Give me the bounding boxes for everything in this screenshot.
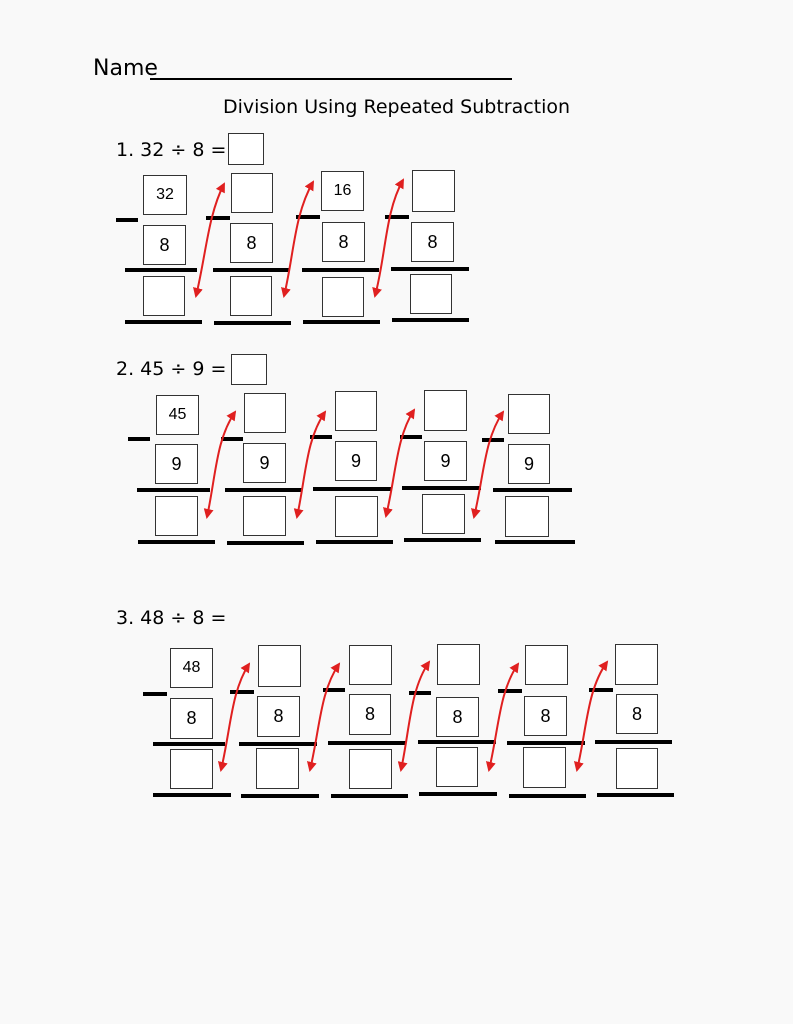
difference-box[interactable] bbox=[155, 496, 198, 536]
difference-box[interactable] bbox=[422, 494, 465, 534]
arrow bbox=[297, 412, 325, 517]
arrow bbox=[310, 664, 339, 770]
divisor-box: 8 bbox=[616, 694, 658, 734]
subtraction-line bbox=[302, 268, 379, 272]
difference-box[interactable] bbox=[616, 748, 658, 789]
divisor-box: 9 bbox=[155, 444, 198, 484]
divisor-box: 9 bbox=[508, 444, 550, 484]
answer-line bbox=[241, 794, 319, 798]
divisor-box: 8 bbox=[170, 698, 213, 739]
subtraction-line bbox=[328, 741, 406, 745]
page-title: Division Using Repeated Subtraction bbox=[222, 96, 571, 118]
arrow bbox=[401, 662, 429, 770]
divisor-box: 9 bbox=[243, 443, 286, 483]
divisor-box: 8 bbox=[349, 694, 391, 735]
carry-box[interactable] bbox=[525, 645, 568, 685]
minus-sign bbox=[310, 435, 332, 439]
minus-sign bbox=[116, 218, 138, 222]
difference-box[interactable] bbox=[243, 496, 286, 536]
difference-box[interactable] bbox=[170, 749, 213, 789]
name-field[interactable] bbox=[150, 78, 512, 80]
answer-line bbox=[597, 793, 674, 797]
name-label: Name bbox=[93, 56, 158, 81]
carry-box[interactable] bbox=[424, 390, 467, 431]
minus-sign bbox=[143, 692, 167, 696]
arrow bbox=[284, 182, 313, 296]
answer-line bbox=[153, 793, 231, 797]
carry-box[interactable] bbox=[258, 645, 301, 687]
divisor-box: 8 bbox=[411, 222, 454, 262]
subtraction-line bbox=[313, 487, 391, 491]
subtraction-line bbox=[402, 486, 481, 490]
difference-box[interactable] bbox=[143, 276, 185, 316]
start-value-box: 45 bbox=[156, 395, 199, 435]
divisor-box: 9 bbox=[335, 441, 377, 481]
carry-box[interactable] bbox=[412, 170, 455, 212]
subtraction-line bbox=[493, 488, 572, 492]
subtraction-line bbox=[418, 740, 496, 744]
divisor-box: 8 bbox=[257, 696, 300, 737]
arrow bbox=[221, 664, 249, 770]
answer-line bbox=[392, 318, 469, 322]
minus-sign bbox=[230, 690, 254, 694]
answer-line bbox=[214, 321, 291, 325]
subtraction-line bbox=[153, 742, 225, 746]
carry-box[interactable] bbox=[615, 644, 658, 685]
divisor-box: 9 bbox=[424, 441, 467, 481]
arrow bbox=[489, 664, 518, 770]
divisor-box: 8 bbox=[143, 225, 186, 265]
minus-sign bbox=[482, 438, 504, 442]
arrow bbox=[474, 412, 503, 517]
minus-sign bbox=[323, 688, 345, 692]
minus-sign bbox=[409, 691, 431, 695]
subtraction-line bbox=[595, 740, 672, 744]
answer-line bbox=[509, 794, 586, 798]
subtraction-line bbox=[125, 268, 197, 272]
difference-box[interactable] bbox=[436, 747, 478, 787]
carry-box[interactable] bbox=[335, 391, 377, 431]
difference-box[interactable] bbox=[349, 749, 392, 789]
problem-2-answer-box[interactable] bbox=[231, 354, 267, 385]
carry-box[interactable] bbox=[508, 394, 550, 434]
minus-sign bbox=[296, 215, 320, 219]
problem-3-label: 3. 48 ÷ 8 = bbox=[116, 607, 227, 629]
difference-box[interactable] bbox=[505, 496, 549, 537]
arrow bbox=[577, 662, 607, 770]
answer-line bbox=[138, 540, 215, 544]
answer-line bbox=[303, 320, 380, 324]
subtraction-line bbox=[239, 742, 317, 746]
divisor-box: 8 bbox=[230, 223, 273, 263]
answer-line bbox=[404, 538, 481, 542]
arrow bbox=[196, 184, 224, 296]
subtraction-line bbox=[137, 488, 210, 492]
carry-box[interactable] bbox=[231, 173, 273, 213]
subtraction-line bbox=[391, 267, 469, 271]
divisor-box: 8 bbox=[322, 222, 365, 262]
start-value-box: 32 bbox=[143, 175, 187, 215]
answer-line bbox=[316, 540, 393, 544]
arrow bbox=[207, 412, 235, 517]
carry-box[interactable] bbox=[349, 645, 392, 685]
start-value-box: 48 bbox=[170, 648, 213, 688]
arrow bbox=[386, 410, 414, 516]
answer-line bbox=[125, 320, 202, 324]
minus-sign bbox=[221, 437, 243, 441]
problem-1-answer-box[interactable] bbox=[228, 133, 264, 165]
minus-sign bbox=[400, 435, 422, 439]
carry-box: 16 bbox=[321, 171, 364, 211]
minus-sign bbox=[128, 437, 150, 441]
carry-box[interactable] bbox=[437, 644, 480, 685]
subtraction-line bbox=[507, 741, 585, 745]
difference-box[interactable] bbox=[523, 747, 566, 788]
difference-box[interactable] bbox=[410, 274, 452, 314]
minus-sign bbox=[385, 215, 409, 219]
answer-line bbox=[227, 541, 304, 545]
difference-box[interactable] bbox=[230, 276, 272, 316]
arrow bbox=[375, 180, 403, 296]
carry-box[interactable] bbox=[244, 393, 286, 433]
difference-box[interactable] bbox=[256, 748, 299, 789]
answer-line bbox=[495, 540, 575, 544]
difference-box[interactable] bbox=[335, 496, 378, 537]
minus-sign bbox=[589, 688, 613, 692]
minus-sign bbox=[498, 689, 522, 693]
divisor-box: 8 bbox=[436, 697, 479, 737]
answer-line bbox=[419, 792, 497, 796]
divisor-box: 8 bbox=[524, 696, 567, 736]
answer-line bbox=[331, 794, 408, 798]
problem-2-label: 2. 45 ÷ 9 = bbox=[116, 358, 227, 380]
problem-1-label: 1. 32 ÷ 8 = bbox=[116, 139, 227, 161]
difference-box[interactable] bbox=[322, 277, 364, 317]
minus-sign bbox=[206, 216, 230, 220]
subtraction-line bbox=[213, 268, 289, 272]
subtraction-line bbox=[225, 488, 302, 492]
